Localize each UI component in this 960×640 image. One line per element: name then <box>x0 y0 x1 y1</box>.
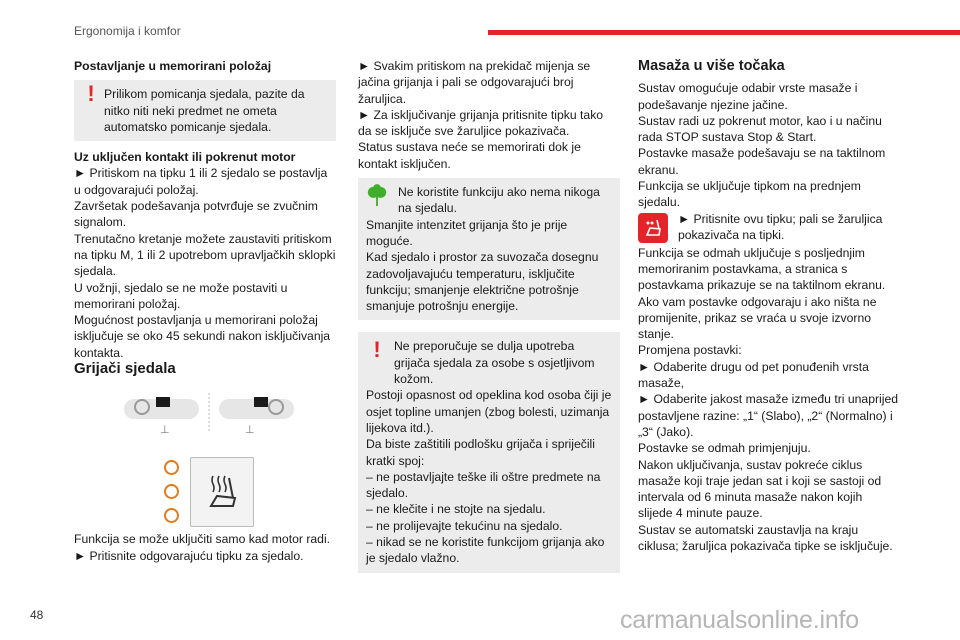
paragraph: ► Svakim pritiskom na prekidač mijenja se jačina grijanja i pali se odgovarajući broj žaruljica. <box>358 59 591 106</box>
section-massage: Masaža u više točaka <box>638 58 785 74</box>
paragraph: ► Pritisnite ovu tipku; pali se žaruljica pokazivača na tipki. <box>678 211 883 242</box>
eco-note-body: Smanjite intenzitet grijanja što je prije moguće. Kad sjedalo i prostor za suvozača dosegnu zadovoljavajuću temperaturu, isključite funkciju; smanjenje električne potrošnje smanjuje potrošnju energije. <box>366 217 599 314</box>
indicator-lamp <box>164 508 179 523</box>
heading-memory-position: Postavljanje u memorirani položaj <box>74 59 272 73</box>
paragraph: Promjena postavki: <box>638 343 742 358</box>
paragraph: Sustav radi uz pokrenut motor, kao i u načinu rada STOP sustava Stop & Start. <box>638 113 882 145</box>
massage-icon <box>638 213 668 243</box>
indicator-lamp <box>164 460 179 475</box>
section-seat-heaters: Grijači sjedala <box>74 360 176 378</box>
paragraph: Sustav se automatski zaustavlja na kraju ciklusa; žaruljica pokazivača tipke se isključuje. <box>638 522 893 554</box>
paragraph: Sustav omogućuje odabir vrste masaže i podešavanje njezine jačine. <box>638 81 858 112</box>
warn-note-title: Ne preporučuje se dulja upotreba grijača sjedala za osobe s osjetljivom kožom. <box>394 339 595 387</box>
seat-heater-button[interactable] <box>190 457 254 527</box>
seat-heater-figure <box>74 383 336 523</box>
paragraph: ► Odaberite jakost masaže između tri unaprijed postavljene razine: „1“ (Slabo), „2“ (Normalno) i „3“ (Jako). <box>638 392 898 439</box>
paragraph: Završetak podešavanja potvrđuje se zvučnim signalom. <box>74 199 318 230</box>
paragraph: Trenutačno kretanje možete zaustaviti pritiskom na tipku M, 1 ili 2 upotrebom upravljačkih sklopki sjedala. <box>74 231 336 279</box>
paragraph: ► Pritiskom na tipku 1 ili 2 sjedalo se postavlja u odgovarajući položaj. <box>74 166 328 197</box>
column-3 <box>638 58 900 554</box>
header-accent-bar <box>488 30 960 35</box>
warning-note-memory <box>74 80 336 141</box>
paragraph: U vožnji, sjedalo se ne može postaviti u memorirani položaj. <box>74 280 288 311</box>
seat-heater-control <box>164 457 254 529</box>
paragraph: Ako vam postavke odgovaraju i ako ništa ne promijenite, prikaz se vraća u svoje izvorno stanje. <box>638 294 877 342</box>
watermark: carmanualsonline.info <box>620 606 860 634</box>
paragraph: Funkcija se uključuje tipkom na prednjem sjedalu. <box>638 179 861 210</box>
note-text: Prilikom pomicanja sjedala, pazite da nitko niti neki predmet ne ometa automatsko pomicanje sjedala. <box>104 87 305 134</box>
paragraph: Postavke masaže podešavaju se na taktilnom ekranu. <box>638 146 886 177</box>
svg-text:⊥: ⊥ <box>160 423 170 437</box>
warn-note-body: Postoji opasnost od opeklina kod osoba čiji je osjet topline umanjen (zbog bolesti, uzimanja lijekova itd.). Da biste zaštitili podlošku grijača i spriječili kratki spoj: – ne postavljajte teške ili oštre predmete na sjedalo. – ne klečite i ne stojte na sjedalu. – ne prolijevajte tekućinu na sjedalo. – nikad se ne koristite funkcijom grijanja ako je sjedalo vlažno. <box>366 388 612 566</box>
eco-note-title: Ne koristite funkciju ako nema nikoga na sjedalu. <box>398 185 600 216</box>
indicator-lamp <box>164 484 179 499</box>
massage-instruction <box>638 211 900 244</box>
warning-note-heater <box>358 332 620 572</box>
paragraph: ► Pritisnite odgovarajuću tipku za sjedalo. <box>74 548 304 563</box>
heater-indicator-lamps <box>164 457 184 527</box>
paragraph: Status sustava neće se memorirati dok je kontakt isključen. <box>358 140 581 171</box>
front-seats-illustration <box>124 393 294 437</box>
eco-note <box>358 178 620 320</box>
paragraph: Funkcija se odmah uključuje s posljednjim memoriranim postavkama, a stranica s postavkama prikazuje se na taktilnom ekranu. <box>638 245 886 293</box>
paragraph: Funkcija se može uključiti samo kad motor radi. <box>74 532 331 547</box>
paragraph: Postavke se odmah primjenjuju. <box>638 441 811 456</box>
paragraph: ► Za isključivanje grijanja pritisnite tipku tako da se isključe sve žaruljice pokazivača. <box>358 107 604 139</box>
warning-icon: ! <box>87 81 95 107</box>
eco-leaf-icon <box>366 184 380 204</box>
seat-heater-icon <box>191 458 253 526</box>
paragraph: ► Odaberite drugu od pet ponuđenih vrsta masaže, <box>638 359 869 391</box>
subheading-ignition: Uz uključen kontakt ili pokrenut motor <box>74 150 296 165</box>
paragraph: Nakon uključivanja, sustav pokreće ciklus masaže koji traje jedan sat i koji se sastoji od intervala od 6 minuta masaže nakon kojih slijede 4 minute pauze. <box>638 457 882 521</box>
page-number: 48 <box>30 608 44 622</box>
header-title: Ergonomija i komfor <box>74 24 181 38</box>
column-1 <box>74 58 336 564</box>
column-2 <box>358 58 620 581</box>
warning-icon: ! <box>373 337 381 363</box>
paragraph: Mogućnost postavljanja u memorirani položaj isključuje se oko 45 sekundi nakon isključivanja kontakta. <box>74 313 331 360</box>
svg-text:⊥: ⊥ <box>245 423 255 437</box>
